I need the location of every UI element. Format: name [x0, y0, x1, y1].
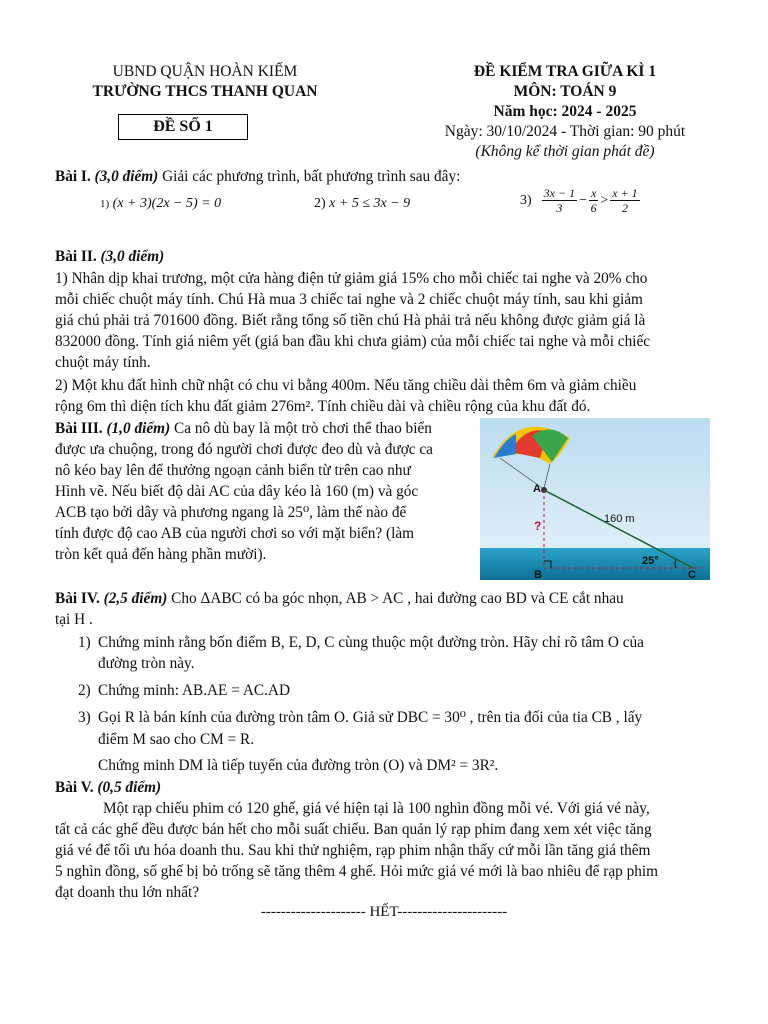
- frac2-den: 6: [590, 201, 597, 215]
- fig-label-a: A: [533, 483, 541, 495]
- eq1-number: 1): [100, 198, 110, 210]
- subject: MÔN: TOÁN 9: [513, 83, 617, 100]
- bai3-line6: tính được độ cao AB của người chơi so với mặt biển? (làm: [55, 525, 415, 542]
- bai5-line4: 5 nghìn đồng, số ghế bị bỏ trống sẽ tăng thêm 4 ghế. Hỏi mức giá vé mới là bao nhiêu để rạp phim: [55, 863, 659, 880]
- bai1-text: Giải các phương trình, bất phương trình sau đây:: [158, 168, 461, 185]
- bai4-item1-line1: Chứng minh rằng bốn điểm B, E, D, C cùng thuộc một đường tròn. Hãy chỉ rõ tâm O của: [98, 634, 644, 651]
- bai5-label: Bài V.: [55, 779, 94, 796]
- bai4-heading: [55, 588, 715, 609]
- eq3-number: 3): [520, 192, 532, 208]
- bai1-eq3: [520, 186, 642, 215]
- exam-code-box: ĐỀ SỐ 1: [118, 114, 248, 140]
- bai5-line3: giá vé để tối ưu hóa doanh thu. Sau khi thử nghiệm, rạp phim nhận thấy cứ mỗi lần tăng giá thêm: [55, 842, 651, 859]
- date-time: Ngày: 30/10/2024 - Thời gian: 90 phút: [444, 123, 686, 140]
- bai4-item3-line1: Gọi R là bán kính của đường tròn tâm O. Giả sử DBC = 30⁰ , trên tia đối của tia CB , lấy: [98, 709, 643, 726]
- parasailing-figure: [480, 418, 710, 580]
- fig-label-angle: 25°: [642, 555, 659, 567]
- fig-label-b: B: [534, 569, 542, 580]
- bai2-p2-line2: rộng 6m thì diện tích khu đất giảm 276m². Tính chiều dài và chiều rộng của khu đất đó.: [55, 398, 591, 415]
- fig-label-c: C: [688, 569, 696, 580]
- frac1-den: 3: [556, 201, 563, 215]
- bai3-line7: tròn kết quả đến hàng phần mười).: [55, 546, 267, 563]
- bai5-heading: [55, 777, 715, 798]
- frac2-num: x: [591, 186, 597, 200]
- bai5-line2: tất cả các ghế đều được bán hết cho mỗi suất chiếu. Ban quản lý rạp phim đang xem xét việc tăng: [55, 821, 652, 838]
- exam-title: ĐỀ KIỂM TRA GIỮA KÌ 1: [473, 63, 657, 80]
- bai2-p2-line1: 2) Một khu đất hình chữ nhật có chu vi bằng 400m. Nếu tăng chiều dài thêm 6m và giảm chiều: [55, 377, 637, 394]
- school-year: Năm học: 2024 - 2025: [493, 103, 637, 120]
- bai3-label: Bài III.: [55, 420, 103, 437]
- bai1-points: (3,0 điểm): [94, 168, 159, 185]
- end-marker: --------------------- HẾT----------------------: [260, 904, 508, 920]
- bai2-p1-line4: 832000 đồng. Tính giá niêm yết (giá ban đầu khi chưa giảm) của mỗi chiếc tai nghe và mỗi chiếc: [55, 333, 651, 350]
- bai1-eq2: [314, 196, 410, 212]
- bai1-heading: [55, 166, 705, 187]
- bai4-item3-line2: điểm M sao cho CM = R.: [98, 731, 255, 748]
- school-name: TRƯỜNG THCS THANH QUAN: [92, 83, 318, 100]
- bai4-line2: tại H .: [55, 611, 93, 628]
- bai4-item3: [98, 707, 718, 777]
- eq1-expression: (x + 3)(2x − 5) = 0: [112, 196, 222, 211]
- bai1-eq1: [100, 196, 221, 212]
- school-header: [60, 62, 350, 102]
- bai3-line3: nô kéo bay lên để thưởng ngoạn cảnh biển từ trên cao như: [55, 462, 411, 479]
- bai3-line2: được ưa chuộng, trong đó người chơi được đeo dù và được ca: [55, 441, 433, 458]
- bai5-line5: đạt doanh thu lớn nhất?: [55, 884, 200, 901]
- bai3-line5: ACB tạo bởi dây và phương ngang là 25⁰, làm thế nào để: [55, 504, 407, 521]
- bai5-line1: Một rạp chiếu phim có 120 ghế, giá vé hiện tại là 100 nghìn đồng mỗi vé. Với giá vé này,: [103, 800, 650, 817]
- bai2-p1-line3: giá chú phải trả 701600 đồng. Biết rằng tổng số tiền chú Hà phải trả nếu không được giảm giá là: [55, 312, 646, 329]
- bai3-line1: Ca nô dù bay là một trò chơi thể thao biển: [170, 420, 432, 437]
- time-note: (Không kể thời gian phát đề): [475, 143, 655, 160]
- bai4-item3-number: 3): [78, 709, 91, 726]
- bai1-label: Bài I.: [55, 168, 91, 185]
- frac3-num: x + 1: [612, 186, 638, 200]
- eq3-frac3: [610, 186, 639, 215]
- bai4-item1-line2: đường tròn này.: [98, 655, 195, 672]
- bai3-points: (1,0 điểm): [106, 420, 171, 437]
- eq3-gt: >: [600, 192, 609, 208]
- org-name: UBND QUẬN HOÀN KIẾM: [112, 63, 298, 80]
- bai4-item2: Chứng minh: AB.AE = AC.AD: [98, 682, 291, 699]
- bai4-points: (2,5 điểm): [103, 590, 168, 607]
- bai2-p1-line2: mỗi chiếc chuột máy tính. Chú Hà mua 3 chiếc tai nghe và 2 chiếc chuột máy tính, sau khi giảm: [55, 291, 643, 308]
- fig-label-length: 160 m: [604, 513, 635, 525]
- bai2-p1-line5: chuột máy tính.: [55, 354, 151, 371]
- bai2-label: Bài II.: [55, 248, 97, 265]
- exam-header: [400, 62, 730, 162]
- bai4-item1: [98, 632, 708, 674]
- eq2-expression: x + 5 ≤ 3x − 9: [329, 196, 411, 211]
- bai3-text: [55, 418, 475, 565]
- eq3-frac2: [589, 186, 598, 215]
- bai2-heading: [55, 246, 705, 267]
- bai4-item3-line3: Chứng minh DM là tiếp tuyến của đường tròn (O) và DM² = 3R².: [98, 757, 499, 774]
- bai2-points: (3,0 điểm): [100, 248, 165, 265]
- frac1-num: 3x − 1: [543, 186, 576, 200]
- eq2-number: 2): [314, 196, 326, 211]
- eq3-frac1: [542, 186, 577, 215]
- bai3-line4: Hình vẽ. Nếu biết độ dài AC của dây kéo là 160 (m) và góc: [55, 483, 419, 500]
- eq3-minus: −: [579, 192, 588, 208]
- bai4-item2-number: 2): [78, 682, 91, 699]
- bai4-item1-number: 1): [78, 634, 91, 651]
- bai4-label: Bài IV.: [55, 590, 100, 607]
- bai2-p1-line1: 1) Nhân dịp khai trương, một cửa hàng điện tử giảm giá 15% cho mỗi chiếc tai nghe và 20% cho: [55, 270, 648, 287]
- fig-label-question: ?: [534, 519, 542, 533]
- bai5-points: (0,5 điểm): [97, 779, 162, 796]
- frac3-den: 2: [621, 201, 628, 215]
- bai4-line1: Cho ΔABC có ba góc nhọn, AB > AC , hai đường cao BD và CE cắt nhau: [167, 590, 624, 607]
